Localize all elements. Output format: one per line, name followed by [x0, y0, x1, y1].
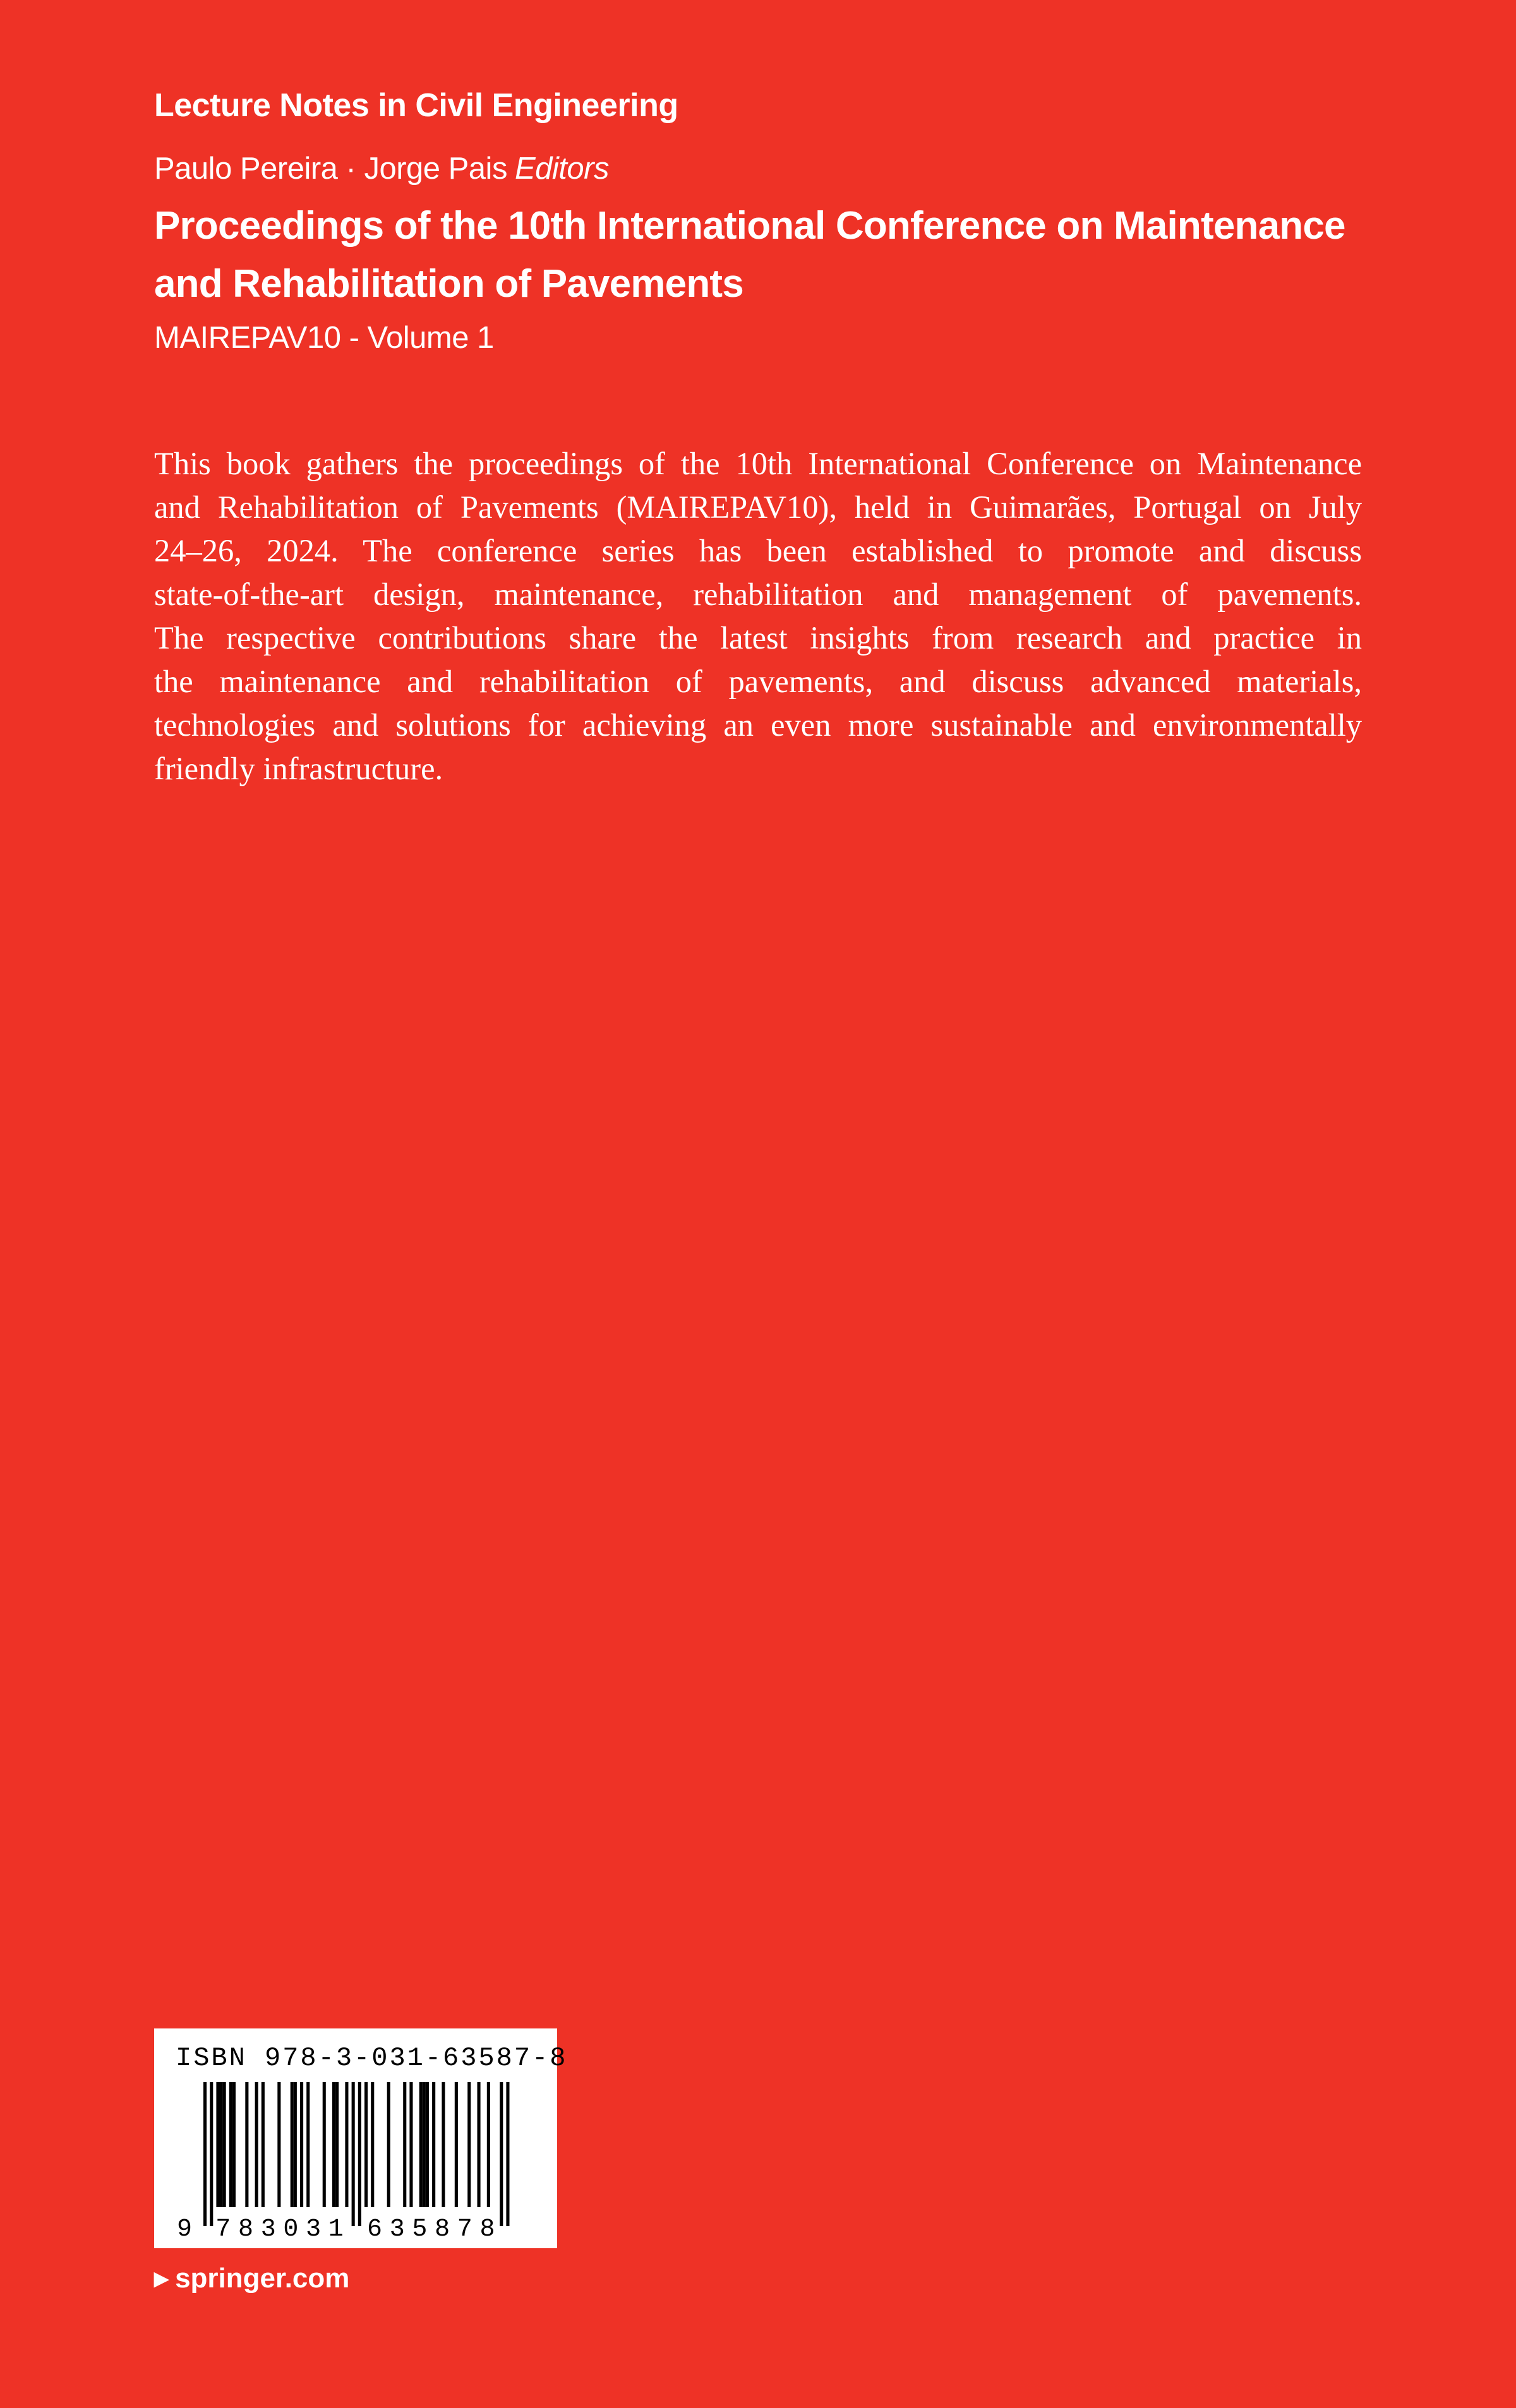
isbn-barcode-box [154, 2028, 568, 2248]
barcode-bar [419, 2082, 423, 2207]
barcode-bar [255, 2082, 258, 2207]
barcode-bar [432, 2082, 435, 2207]
barcode-bar [323, 2082, 326, 2207]
barcode-bar [345, 2082, 348, 2207]
barcode-graphic [154, 2028, 557, 2248]
editors-role: Editors [514, 152, 609, 186]
book-description [154, 442, 1362, 791]
description-line: friendly infrastructure. [154, 751, 443, 786]
barcode-bar [229, 2082, 232, 2207]
barcode-bar [467, 2082, 471, 2207]
description-line: The respective contributions share the latest insights from research and practice in [154, 620, 1362, 656]
barcode-bar [364, 2082, 368, 2207]
description-line: technologies and solutions for achieving an even more sustainable and environmentally [154, 707, 1362, 743]
barcode-digit: 3 [260, 2215, 276, 2244]
volume-subtitle: MAIREPAV10 - Volume 1 [154, 321, 494, 355]
website-link[interactable]: springer.com [175, 2263, 350, 2294]
description-line: This book gathers the proceedings of the 10th International Conference on Maintenance [154, 446, 1362, 481]
barcode-bar [478, 2082, 481, 2207]
barcode-bar [291, 2082, 294, 2207]
barcode-bar [409, 2082, 412, 2207]
barcode-bar [306, 2082, 310, 2207]
description-line: state-of-the-art design, maintenance, rehabilitation and management of pavements. [154, 577, 1362, 612]
barcode-bar [500, 2082, 503, 2226]
barcode-digit: 1 [328, 2215, 344, 2244]
barcode-bar [358, 2082, 361, 2226]
barcode-bar [203, 2082, 207, 2226]
barcode-bar [403, 2082, 406, 2207]
barcode-bar [455, 2082, 458, 2207]
description-line: and Rehabilitation of Pavements (MAIREPAV10), held in Guimarães, Portugal on July [154, 489, 1362, 525]
barcode-bar [210, 2082, 213, 2226]
barcode-digit: 3 [306, 2215, 322, 2244]
barcode-bar [423, 2082, 426, 2207]
barcode-bar [277, 2082, 280, 2207]
barcode-bar [506, 2082, 509, 2226]
book-title [154, 197, 1417, 313]
book-title-line: and Rehabilitation of Pavements [154, 262, 743, 306]
barcode-bar [223, 2082, 226, 2207]
description-line: the maintenance and rehabilitation of pavements, and discuss advanced materials, [154, 664, 1362, 699]
barcode-digit: 5 [412, 2215, 428, 2244]
barcode-digit: 3 [389, 2215, 405, 2244]
barcode-bar [426, 2082, 429, 2207]
barcode-digit: 8 [435, 2215, 450, 2244]
barcode-digit: 8 [238, 2215, 254, 2244]
barcode-bar [220, 2082, 223, 2207]
isbn-label: ISBN 978-3-031-63587-8 [176, 2043, 568, 2073]
publisher-website[interactable] [154, 2260, 349, 2298]
barcode-bar [387, 2082, 390, 2207]
barcode-bar [216, 2082, 219, 2207]
barcode-digit: 7 [457, 2215, 472, 2244]
editors-line [154, 147, 609, 191]
barcode-digit: 0 [283, 2215, 299, 2244]
description-line: 24–26, 2024. The conference series has been established to promote and discuss [154, 533, 1362, 568]
barcode-digit: 9 [177, 2215, 193, 2244]
book-title-line: Proceedings of the 10th International Conference on Maintenance [154, 204, 1345, 248]
triangle-right-icon: ▶ [154, 2268, 169, 2289]
barcode-bar [442, 2082, 445, 2207]
barcode-bar [294, 2082, 297, 2207]
barcode-bar [335, 2082, 339, 2207]
barcode-bar [232, 2082, 236, 2207]
barcode-digit: 6 [367, 2215, 383, 2244]
barcode-bar [352, 2082, 355, 2226]
barcode-digit: 8 [479, 2215, 495, 2244]
barcode-bar [487, 2082, 490, 2207]
barcode-bar [262, 2082, 265, 2207]
editor-names: Paulo Pereira · Jorge Pais [154, 152, 507, 186]
barcode-bar [245, 2082, 248, 2207]
series-title: Lecture Notes in Civil Engineering [154, 87, 678, 124]
barcode-digit: 7 [215, 2215, 231, 2244]
barcode-bar [300, 2082, 303, 2207]
barcode-bar [371, 2082, 374, 2207]
barcode-bar [332, 2082, 335, 2207]
